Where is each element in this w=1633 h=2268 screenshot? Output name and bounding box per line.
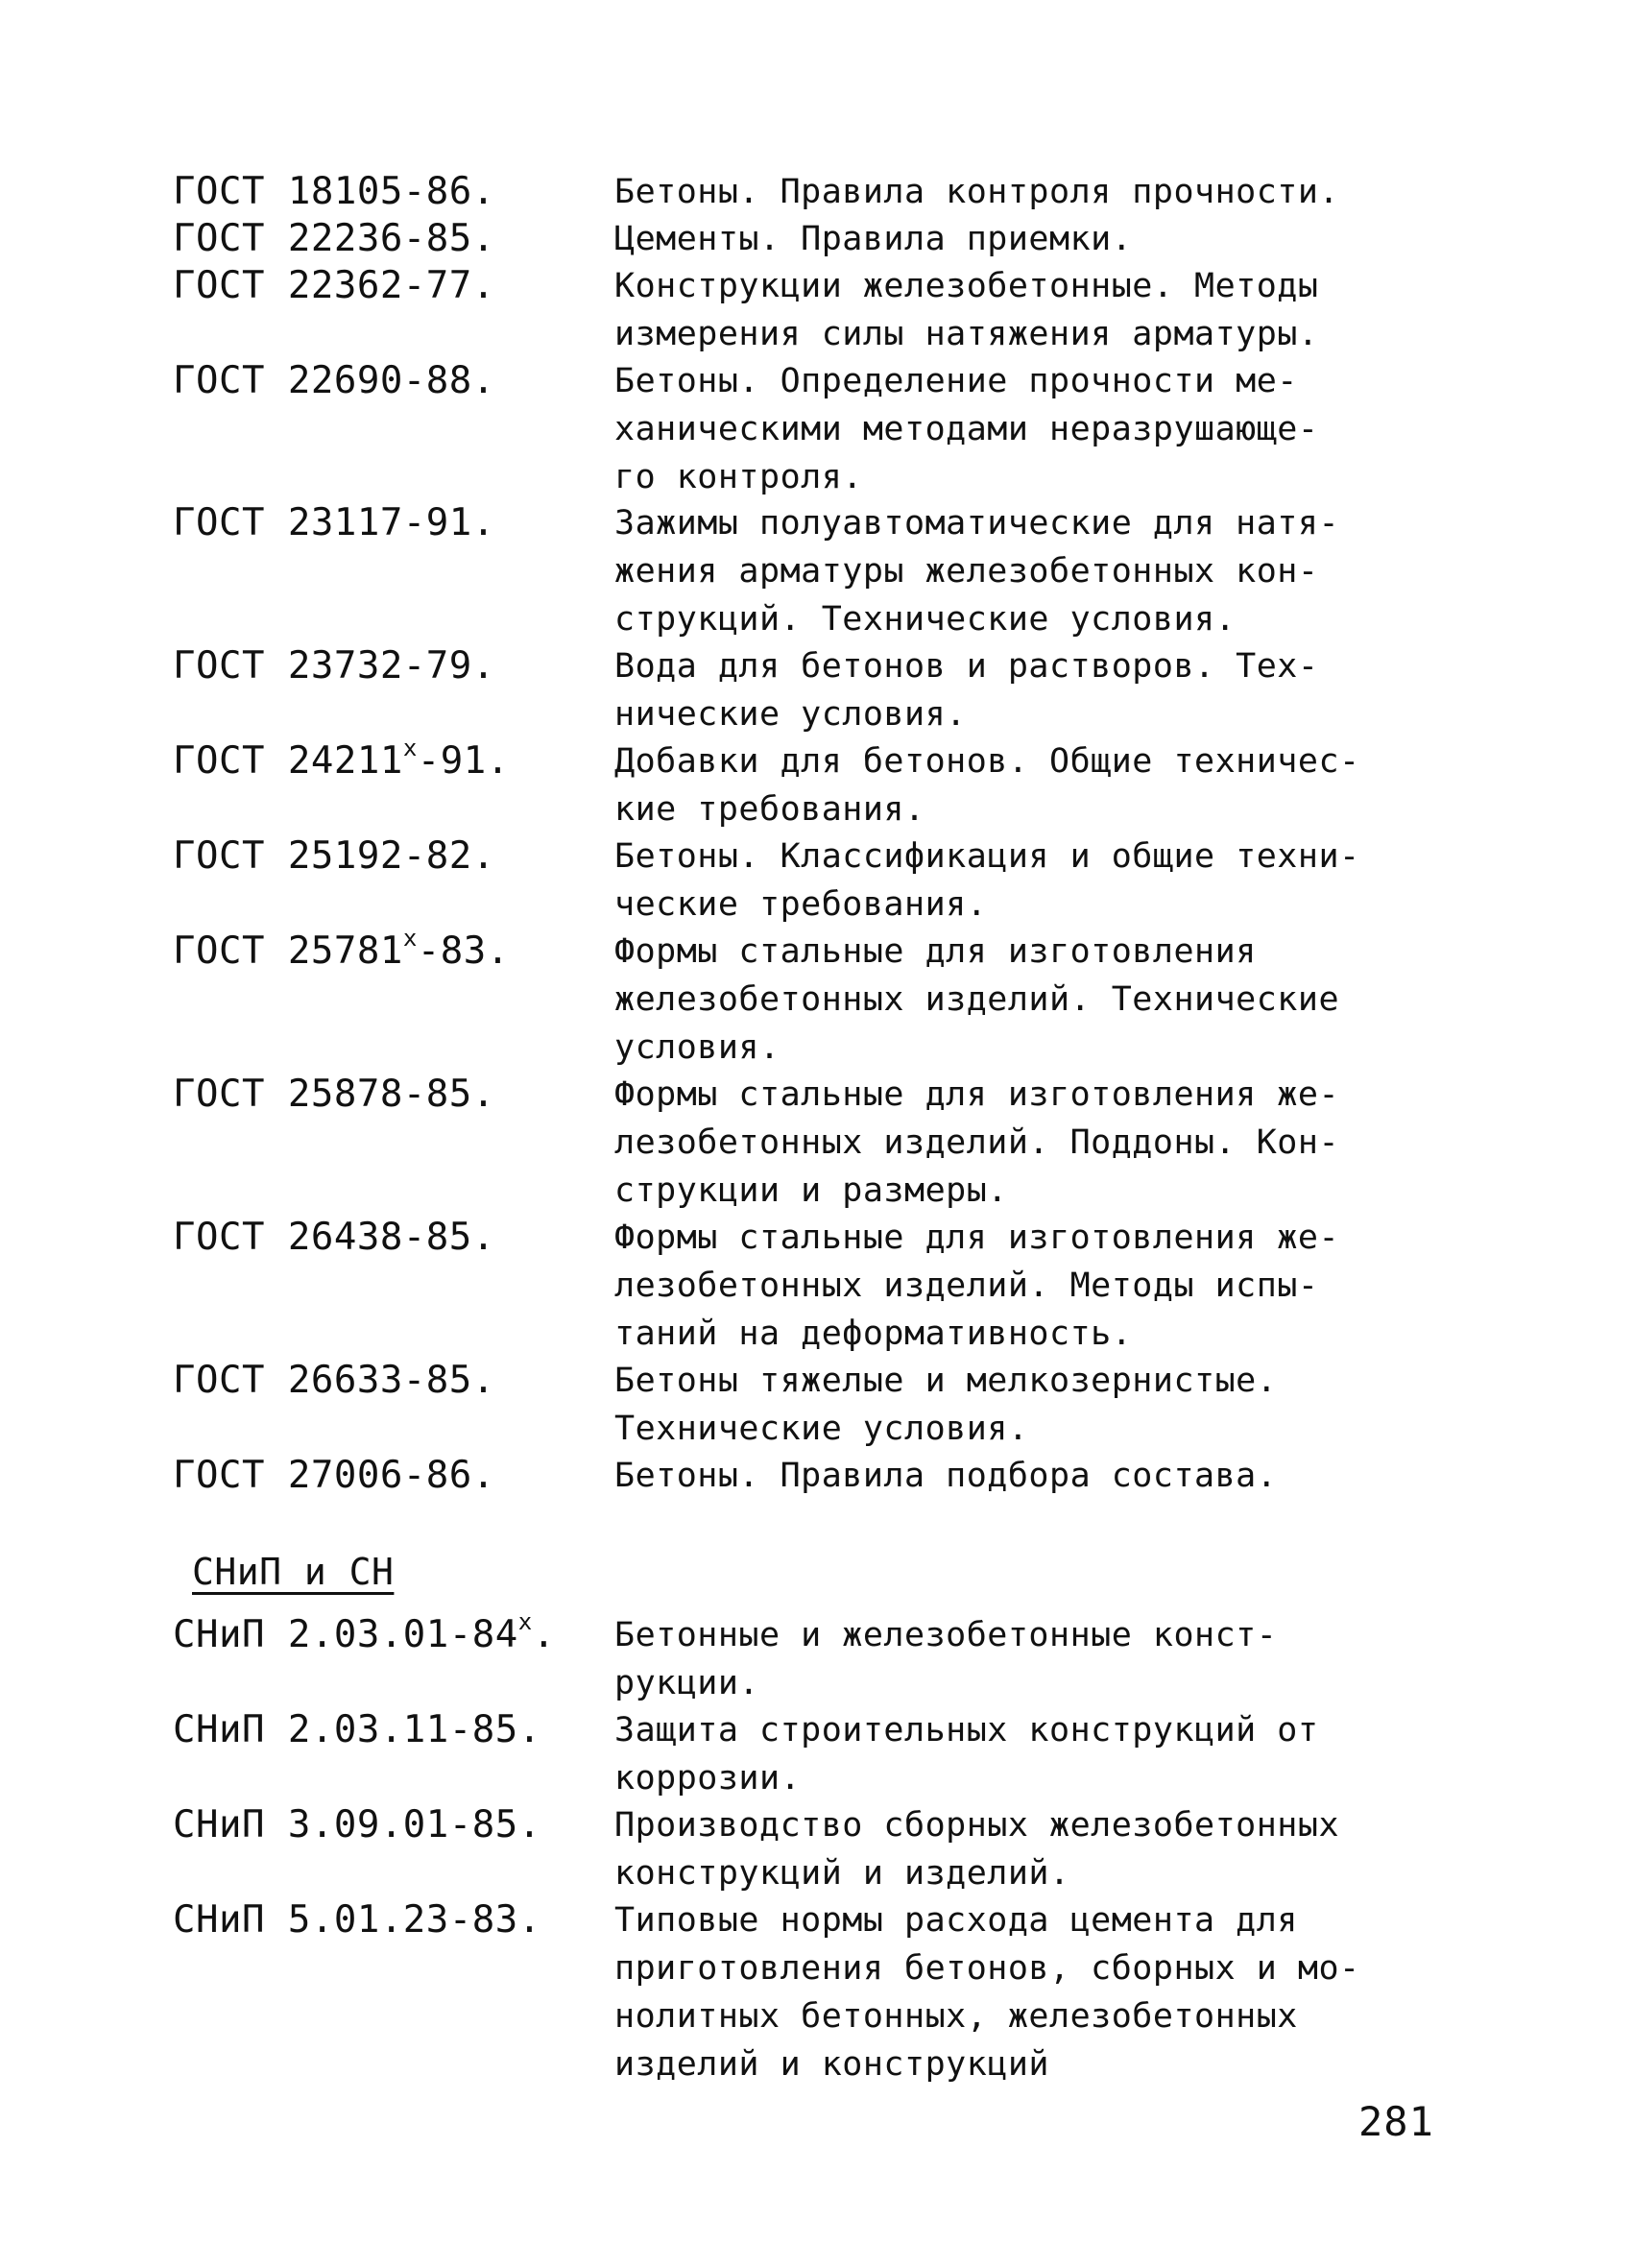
description-line: кие требования.: [614, 790, 925, 829]
description-line: лезобетонных изделий. Поддоны. Кон-: [614, 1123, 1340, 1162]
description-line: нолитных бетонных, железобетонных: [614, 1997, 1298, 2036]
section-title: СНиП и СН: [192, 1551, 395, 1593]
reference-description: [614, 262, 1478, 358]
code-prefix: ГОСТ: [173, 1454, 288, 1497]
code-prefix: ГОСТ: [173, 834, 288, 878]
description-line: Формы стальные для изготовления же-: [614, 1218, 1340, 1257]
code-prefix: ГОСТ: [173, 644, 288, 688]
code-number: 2.03.11-85.: [287, 1708, 541, 1751]
reference-code: [173, 832, 495, 881]
description-line: жения арматуры железобетонных кон-: [614, 552, 1319, 591]
code-prefix: ГОСТ: [173, 217, 288, 260]
description-line: нические условия.: [614, 695, 967, 734]
description-line: Формы стальные для изготовления: [614, 932, 1257, 971]
reference-description: [614, 737, 1478, 833]
description-line: лезобетонных изделий. Методы испы-: [614, 1267, 1319, 1305]
description-line: коррозии.: [614, 1759, 802, 1798]
reference-code: [173, 262, 495, 310]
code-number: 24211: [287, 739, 403, 783]
description-line: таний на деформативность.: [614, 1315, 1133, 1353]
code-prefix: СНиП: [173, 1613, 288, 1656]
reference-code: [173, 642, 495, 690]
description-line: железобетонных изделий. Технические: [614, 980, 1340, 1019]
description-line: ческие требования.: [614, 885, 988, 924]
reference-code: [173, 737, 510, 785]
code-number: 23732-79.: [287, 644, 495, 688]
code-number: 27006-86.: [287, 1454, 495, 1497]
reference-description: [614, 928, 1478, 1072]
code-prefix: СНиП: [173, 1803, 288, 1846]
description-line: Бетоны. Определение прочности ме-: [614, 362, 1298, 400]
description-line: Вода для бетонов и растворов. Тех-: [614, 647, 1319, 686]
description-line: условия.: [614, 1028, 780, 1067]
code-prefix: СНиП: [173, 1898, 288, 1942]
description-line: Бетоны. Правила подбора состава.: [614, 1457, 1278, 1495]
description-line: измерения силы натяжения арматуры.: [614, 315, 1319, 353]
reference-description: [614, 1801, 1478, 1897]
code-number: 26633-85.: [287, 1359, 495, 1402]
reference-description: [614, 1611, 1478, 1707]
code-superscript: x: [402, 735, 418, 761]
description-line: струкций. Технические условия.: [614, 600, 1237, 639]
description-line: рукции.: [614, 1664, 760, 1702]
code-suffix: .: [532, 1613, 556, 1656]
description-line: Добавки для бетонов. Общие техничес-: [614, 742, 1360, 781]
reference-description: [614, 499, 1478, 643]
reference-description: [614, 1452, 1478, 1500]
description-line: Защита строительных конструкций от: [614, 1711, 1319, 1749]
code-superscript: x: [517, 1608, 533, 1635]
code-number: 22362-77.: [287, 264, 495, 307]
description-line: Бетоны тяжелые и мелкозернистые.: [614, 1362, 1278, 1400]
code-prefix: ГОСТ: [173, 359, 288, 402]
reference-code: [173, 1608, 556, 1659]
description-line: Цементы. Правила приемки.: [614, 220, 1133, 258]
reference-description: [614, 215, 1478, 263]
description-line: Бетоны. Правила контроля прочности.: [614, 173, 1340, 211]
code-prefix: СНиП: [173, 1708, 288, 1751]
description-line: ханическими методами неразрушающе-: [614, 410, 1319, 448]
code-number: 26438-85.: [287, 1216, 495, 1259]
reference-code: [173, 1357, 495, 1405]
reference-code: [173, 1801, 541, 1849]
code-number: 25781: [287, 929, 403, 973]
description-line: Бетонные и железобетонные конст-: [614, 1616, 1278, 1654]
reference-code: [173, 925, 510, 976]
description-line: Конструкции железобетонные. Методы: [614, 267, 1319, 305]
code-prefix: ГОСТ: [173, 501, 288, 544]
description-line: Формы стальные для изготовления же-: [614, 1075, 1340, 1114]
reference-code: [173, 1706, 541, 1754]
code-number: 22236-85.: [287, 217, 495, 260]
description-line: Производство сборных железобетонных: [614, 1806, 1340, 1845]
reference-code: [173, 357, 495, 405]
reference-description: [614, 642, 1478, 738]
reference-description: [614, 1706, 1478, 1802]
reference-code: [173, 1452, 495, 1500]
description-line: струкции и размеры.: [614, 1171, 1008, 1210]
description-line: изделий и конструкций: [614, 2045, 1050, 2084]
code-superscript: x: [402, 925, 418, 952]
description-line: Бетоны. Классификация и общие техни-: [614, 837, 1360, 876]
code-number: 18105-86.: [287, 170, 495, 213]
description-line: Технические условия.: [614, 1410, 1029, 1448]
reference-code: [173, 1896, 541, 1944]
description-line: конструкций и изделий.: [614, 1854, 1070, 1893]
reference-description: [614, 168, 1478, 216]
reference-description: [614, 832, 1478, 929]
code-prefix: ГОСТ: [173, 1359, 288, 1402]
reference-description: [614, 1357, 1478, 1453]
code-prefix: ГОСТ: [173, 1073, 288, 1116]
reference-code: [173, 1214, 495, 1262]
code-prefix: ГОСТ: [173, 170, 288, 213]
code-prefix: ГОСТ: [173, 264, 288, 307]
code-number: 2.03.01-84: [287, 1613, 518, 1656]
code-number: 23117-91.: [287, 501, 495, 544]
reference-code: [173, 1071, 495, 1119]
code-number: 22690-88.: [287, 359, 495, 402]
description-line: приготовления бетонов, сборных и мо-: [614, 1949, 1360, 1988]
code-prefix: ГОСТ: [173, 1216, 288, 1259]
reference-code: [173, 215, 495, 263]
reference-code: [173, 499, 495, 547]
code-prefix: ГОСТ: [173, 929, 288, 973]
code-prefix: ГОСТ: [173, 739, 288, 783]
code-number: 25192-82.: [287, 834, 495, 878]
reference-description: [614, 1214, 1478, 1358]
description-line: го контроля.: [614, 458, 863, 496]
description-line: Зажимы полуавтоматические для натя-: [614, 504, 1340, 543]
code-suffix: -83.: [417, 929, 510, 973]
code-suffix: -91.: [417, 739, 510, 783]
reference-code: [173, 168, 495, 216]
page-number: 281: [1358, 2098, 1434, 2145]
code-number: 25878-85.: [287, 1073, 495, 1116]
code-number: 3.09.01-85.: [287, 1803, 541, 1846]
code-number: 5.01.23-83.: [287, 1898, 541, 1942]
reference-description: [614, 1071, 1478, 1215]
reference-description: [614, 357, 1478, 501]
reference-description: [614, 1896, 1478, 2088]
description-line: Типовые нормы расхода цемента для: [614, 1901, 1298, 1940]
